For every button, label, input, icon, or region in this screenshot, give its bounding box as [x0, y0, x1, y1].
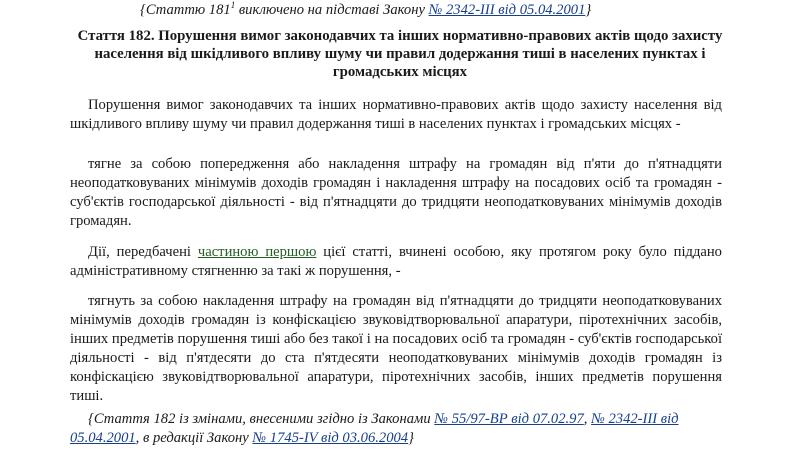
note-superscript: 1	[230, 0, 236, 10]
paragraph-3	[70, 243, 722, 281]
amendments-separator: ,	[583, 411, 592, 427]
note-text-middle: виключено на підставі Закону	[235, 1, 429, 18]
paragraph-1-text: Порушення вимог законодавчих та інших нормативно-правових актів щодо захисту населення від шкідливого впливу шуму чи правил додержання тиші в населених пунктах і громадських місцях -	[70, 97, 722, 132]
amendments-prefix: {Стаття 182 із змінами, внесеними згідно із Законами	[88, 411, 435, 427]
article-title: Стаття 182. Порушення вимог законодавчих та інших нормативно-правових актів щодо захисту населення від шкідливого впливу шуму чи правил додержання тиші в населених пунктах і громадських місцях	[77, 28, 723, 80]
amendments-note	[70, 410, 730, 448]
excluded-article-note	[140, 0, 591, 20]
law-link-55-97-vr[interactable]: № 55/97-ВР від 07.02.97	[434, 411, 584, 427]
amendments-middle: , в редакції Закону	[135, 430, 253, 446]
note-text-suffix: }	[585, 1, 592, 18]
law-link-2342-iii[interactable]: № 2342-III від 05.04.2001	[428, 1, 586, 18]
paragraph-3-prefix: Дії, передбачені	[88, 244, 198, 260]
part-one-link[interactable]: частиною першою	[197, 244, 317, 260]
paragraph-3-suffix: цієї статті, вчинені особою, яку протягом року було піддано адміністративному стягненню за такі ж порушення, -	[70, 244, 722, 279]
paragraph-2	[70, 155, 722, 231]
amendments-suffix: }	[408, 430, 414, 446]
paragraph-4	[70, 292, 722, 406]
paragraph-2-text: тягне за собою попередження або накладення штрафу на громадян від п'яти до п'ятнадцяти неоподатковуваних мінімумів доходів громадян і накладення штрафу на посадових осіб та громадян - суб'єктів господарської діяльності - від п'ятнадцяти до тридцяти неоподатковуваних мінімумів доходів громадян.	[70, 156, 722, 229]
paragraph-4-text: тягнуть за собою накладення штрафу на громадян від п'ятнадцяти до тридцяти неоподатковуваних мінімумів доходів громадян із конфіскацією звуковідтворювальної апаратури, піротехнічних засобів, інших предметів порушення тиші або без такої і на посадових осіб та громадян - суб'єктів господарської діяльності - від п'ятдесяти до ста п'ятдесяти неоподатковуваних мінімумів доходів громадян із конфіскацією звуковідтворювальної апаратури, піротехнічних засобів, інших предметів порушення тиші.	[70, 293, 722, 404]
law-link-2342-iii-amend[interactable]: № 2342-III від 05.04.2001	[70, 411, 679, 446]
law-link-1745-iv[interactable]: № 1745-IV від 03.06.2004	[252, 430, 409, 446]
note-text-prefix: {Статтю 181	[140, 1, 231, 18]
paragraph-1	[70, 96, 722, 134]
